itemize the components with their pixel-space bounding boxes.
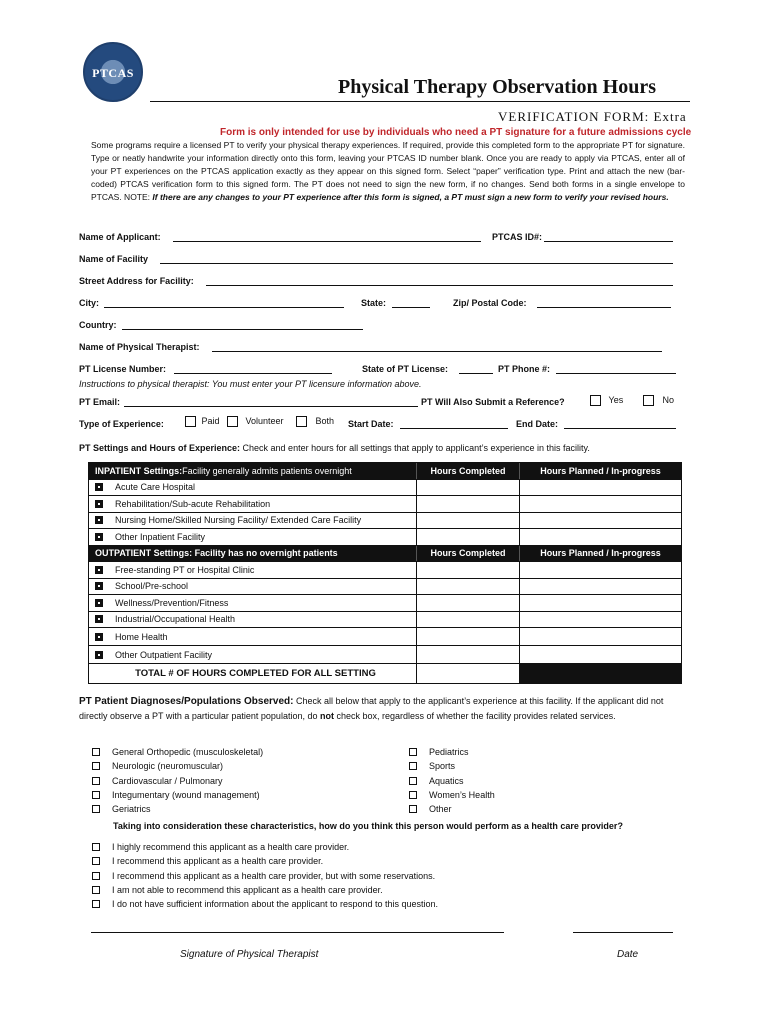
settings-intro xyxy=(79,443,590,453)
setting-label: Free-standing PT or Hospital Clinic xyxy=(115,564,255,575)
setting-checkbox[interactable] xyxy=(95,516,103,524)
setting-checkbox[interactable] xyxy=(95,533,103,541)
diagnosis-label: Neurologic (neuromuscular) xyxy=(112,761,224,772)
inpatient-header-label: INPATIENT Settings: xyxy=(95,465,183,476)
hours-planned-cell[interactable] xyxy=(520,595,681,611)
phone-field[interactable] xyxy=(556,364,676,374)
diagnosis-checkbox[interactable] xyxy=(92,748,100,756)
both-label: Both xyxy=(315,416,335,426)
setting-checkbox[interactable] xyxy=(95,615,103,623)
setting-label: Rehabilitation/Sub-acute Rehabilitation xyxy=(115,498,271,509)
table-row xyxy=(89,595,681,612)
diagnosis-checkbox[interactable] xyxy=(92,762,100,770)
total-label: TOTAL # OF HOURS COMPLETED FOR ALL SETTING xyxy=(89,664,417,683)
setting-checkbox[interactable] xyxy=(95,651,103,659)
list-item[interactable] xyxy=(409,802,495,816)
settings-intro-text: Check and enter hours for all settings that apply to applicant’s experience in this facility. xyxy=(240,443,590,453)
settings-table xyxy=(88,462,682,684)
hours-completed-cell[interactable] xyxy=(417,529,520,545)
table-row xyxy=(89,646,681,664)
applicant-name-field[interactable] xyxy=(173,232,481,242)
diagnosis-checkbox[interactable] xyxy=(409,748,417,756)
title-divider xyxy=(150,101,690,102)
list-item[interactable] xyxy=(92,759,263,773)
hours-planned-cell[interactable] xyxy=(520,579,681,595)
total-hours-cell[interactable] xyxy=(417,664,520,683)
intro-paragraph xyxy=(91,139,685,204)
hours-completed-cell[interactable] xyxy=(417,579,520,595)
recommendation-label: I am not able to recommend this applicant as a health care provider. xyxy=(112,884,383,895)
hours-planned-cell[interactable] xyxy=(520,646,681,663)
table-row xyxy=(89,529,681,546)
reference-no[interactable] xyxy=(643,395,674,406)
inpatient-header-desc: Facility generally admits patients overnight xyxy=(182,465,352,476)
end-date-field[interactable] xyxy=(564,419,676,429)
hours-completed-cell[interactable] xyxy=(417,496,520,512)
diagnoses-right-list xyxy=(409,745,495,816)
list-item[interactable] xyxy=(409,759,495,773)
recommendation-label: I highly recommend this applicant as a health care provider. xyxy=(112,842,350,852)
setting-label: School/Pre-school xyxy=(115,581,189,592)
list-item[interactable] xyxy=(409,745,495,759)
setting-cell xyxy=(89,480,417,496)
signature-label: Signature of Physical Therapist xyxy=(180,949,319,960)
list-item[interactable] xyxy=(92,897,438,911)
setting-label: Acute Care Hospital xyxy=(115,482,196,493)
experience-type-label: Type of Experience: xyxy=(79,419,164,429)
diagnosis-label: Geriatrics xyxy=(112,804,151,815)
therapist-name-label: Name of Physical Therapist: xyxy=(79,342,200,352)
outpatient-header-row xyxy=(89,546,681,563)
signature-line[interactable] xyxy=(91,932,504,933)
diagnosis-checkbox[interactable] xyxy=(92,777,100,785)
setting-cell xyxy=(89,562,417,578)
state-field[interactable] xyxy=(392,298,430,308)
list-item[interactable] xyxy=(92,774,263,788)
hours-completed-cell[interactable] xyxy=(417,480,520,496)
hours-planned-cell[interactable] xyxy=(520,529,681,545)
setting-cell xyxy=(89,579,417,595)
hours-completed-cell[interactable] xyxy=(417,646,520,663)
table-row xyxy=(89,480,681,497)
facility-name-label: Name of Facility xyxy=(79,254,149,264)
list-item[interactable] xyxy=(92,854,438,868)
email-label: PT Email: xyxy=(79,397,121,407)
setting-cell xyxy=(89,595,417,611)
diagnosis-label: Women’s Health xyxy=(429,789,495,800)
ptcas-id-label: PTCAS ID#: xyxy=(492,232,543,242)
setting-checkbox[interactable] xyxy=(95,633,103,641)
zip-label: Zip/ Postal Code: xyxy=(453,298,527,308)
hours-planned-cell[interactable] xyxy=(520,612,681,628)
experience-volunteer[interactable] xyxy=(227,416,284,427)
list-item[interactable] xyxy=(409,774,495,788)
reference-no-label: No xyxy=(662,395,675,405)
setting-label: Nursing Home/Skilled Nursing Facility/ Extended Care Facility xyxy=(115,515,362,526)
setting-checkbox[interactable] xyxy=(95,500,103,508)
table-row xyxy=(89,562,681,579)
diagnosis-checkbox[interactable] xyxy=(92,791,100,799)
recommendation-list xyxy=(92,840,438,911)
inpatient-header xyxy=(89,463,417,479)
ptcas-logo xyxy=(83,42,143,102)
diagnosis-checkbox[interactable] xyxy=(92,805,100,813)
recommendation-label: I recommend this applicant as a health care provider. xyxy=(112,856,324,867)
setting-label: Other Outpatient Facility xyxy=(115,649,213,660)
recommendation-question: Taking into consideration these characteristics, how do you think this person would perform as a health care provider? xyxy=(113,821,623,831)
diagnosis-checkbox[interactable] xyxy=(409,762,417,770)
country-label: Country: xyxy=(79,320,117,330)
table-row xyxy=(89,612,681,629)
setting-cell xyxy=(89,628,417,645)
recommendation-checkbox[interactable] xyxy=(92,872,100,880)
setting-label: Other Inpatient Facility xyxy=(115,531,206,542)
hours-planned-cell[interactable] xyxy=(520,513,681,529)
license-number-field[interactable] xyxy=(174,364,332,374)
hours-completed-cell[interactable] xyxy=(417,628,520,645)
setting-cell xyxy=(89,496,417,512)
reference-yes-checkbox[interactable] xyxy=(590,395,601,406)
diagnosis-label: Cardiovascular / Pulmonary xyxy=(112,775,223,786)
setting-checkbox[interactable] xyxy=(95,566,103,574)
list-item[interactable] xyxy=(409,788,495,802)
list-item[interactable] xyxy=(92,802,263,816)
total-planned-cell-filled xyxy=(520,664,681,683)
setting-label: Industrial/Occupational Health xyxy=(115,614,236,625)
list-item[interactable] xyxy=(92,883,438,897)
settings-intro-heading: PT Settings and Hours of Experience: xyxy=(79,443,241,453)
outpatient-header: OUTPATIENT Settings: Facility has no overnight patients xyxy=(89,546,417,562)
country-field[interactable] xyxy=(122,320,363,330)
hours-completed-cell[interactable] xyxy=(417,612,520,628)
email-field[interactable] xyxy=(124,397,418,407)
intro-emphasis: If there are any changes to your PT experience after this form is signed, a PT must sign a new form to verify your revised hours. xyxy=(152,192,669,202)
setting-checkbox[interactable] xyxy=(95,483,103,491)
city-field[interactable] xyxy=(104,298,344,308)
diagnoses-text-2: check box, regardless of whether the facility provides related services. xyxy=(333,711,616,721)
hours-planned-header: Hours Planned / In-progress xyxy=(540,548,661,559)
hours-planned-cell[interactable] xyxy=(520,562,681,578)
hours-completed-cell[interactable] xyxy=(417,513,520,529)
recommendation-label: I recommend this applicant as a health care provider, but with some reservations. xyxy=(112,870,436,881)
date-label: Date xyxy=(617,949,639,960)
phone-label: PT Phone #: xyxy=(498,364,551,374)
experience-both[interactable] xyxy=(296,416,334,427)
hours-completed-cell[interactable] xyxy=(417,562,520,578)
hours-planned-header: Hours Planned / In-progress xyxy=(540,465,661,476)
form-subtitle: VERIFICATION FORM: Extra xyxy=(498,109,687,124)
street-address-field[interactable] xyxy=(206,276,673,286)
setting-label: Home Health xyxy=(115,631,168,642)
start-date-label: Start Date: xyxy=(348,419,394,429)
license-state-field[interactable] xyxy=(459,364,493,374)
paid-checkbox[interactable] xyxy=(185,416,196,427)
diagnosis-checkbox[interactable] xyxy=(409,805,417,813)
usage-notice: Form is only intended for use by individuals who need a PT signature for a future admissions cycle xyxy=(220,127,692,138)
diagnoses-left-list xyxy=(92,745,263,816)
diagnosis-label: General Orthopedic (musculoskeletal) xyxy=(112,747,264,757)
applicant-name-label: Name of Applicant: xyxy=(79,232,161,242)
table-row xyxy=(89,579,681,596)
setting-cell xyxy=(89,646,417,663)
recommendation-checkbox[interactable] xyxy=(92,900,100,908)
state-label: State: xyxy=(361,298,387,308)
recommendation-checkbox[interactable] xyxy=(92,857,100,865)
setting-cell xyxy=(89,529,417,545)
inpatient-header-row xyxy=(89,463,681,480)
setting-checkbox[interactable] xyxy=(95,582,103,590)
recommendation-checkbox[interactable] xyxy=(92,843,100,851)
date-line[interactable] xyxy=(573,932,673,933)
diagnosis-label: Integumentary (wound management) xyxy=(112,789,260,800)
volunteer-checkbox[interactable] xyxy=(227,416,238,427)
diagnoses-text-1: Check all below that apply to the applicant’s experience at this facility. If the applicant did not directly observe a PT with a particular patient population, do xyxy=(79,696,664,721)
hours-planned-cell[interactable] xyxy=(520,480,681,496)
total-row xyxy=(89,664,681,683)
recommendation-label: I do not have sufficient information about the applicant to respond to this question. xyxy=(112,899,439,910)
setting-cell xyxy=(89,513,417,529)
diagnosis-label: Aquatics xyxy=(429,775,464,786)
reference-no-checkbox[interactable] xyxy=(643,395,654,406)
list-item[interactable] xyxy=(92,869,438,883)
license-number-label: PT License Number: xyxy=(79,364,167,374)
list-item[interactable] xyxy=(92,840,438,854)
zip-field[interactable] xyxy=(537,298,671,308)
form-title: Physical Therapy Observation Hours xyxy=(338,76,656,98)
setting-cell xyxy=(89,612,417,628)
paid-label: Paid xyxy=(201,416,220,426)
recommendation-checkbox[interactable] xyxy=(92,886,100,894)
city-label: City: xyxy=(79,298,99,308)
hours-planned-cell[interactable] xyxy=(520,496,681,512)
both-checkbox[interactable] xyxy=(296,416,307,427)
diagnosis-checkbox[interactable] xyxy=(409,791,417,799)
diagnosis-label: Pediatrics xyxy=(429,747,469,757)
reference-yes[interactable] xyxy=(590,395,623,406)
applicant-name-row xyxy=(79,232,161,242)
volunteer-label: Volunteer xyxy=(245,416,284,426)
hours-completed-header: Hours Completed xyxy=(417,463,520,479)
hours-completed-header: Hours Completed xyxy=(417,546,520,562)
diagnosis-label: Sports xyxy=(429,761,456,772)
diagnosis-checkbox[interactable] xyxy=(409,777,417,785)
instructions-note: Instructions to physical therapist: You must enter your PT licensure information above. xyxy=(79,379,422,389)
table-row xyxy=(89,628,681,646)
setting-label: Wellness/Prevention/Fitness xyxy=(115,597,229,608)
start-date-field[interactable] xyxy=(400,419,508,429)
reference-yes-label: Yes xyxy=(608,395,624,405)
ptcas-id-field[interactable] xyxy=(544,232,673,242)
reference-question: PT Will Also Submit a Reference? xyxy=(421,397,565,407)
logo-text: PTCAS xyxy=(92,66,134,80)
diagnoses-not: not xyxy=(319,711,334,721)
experience-paid[interactable] xyxy=(185,416,220,427)
diagnosis-label: Other xyxy=(429,804,452,815)
table-row xyxy=(89,513,681,530)
table-row xyxy=(89,496,681,513)
end-date-label: End Date: xyxy=(516,419,559,429)
facility-name-field[interactable] xyxy=(160,254,673,264)
diagnoses-heading: PT Patient Diagnoses/Populations Observed: xyxy=(79,696,294,707)
license-state-label: State of PT License: xyxy=(362,364,449,374)
hours-planned-cell[interactable] xyxy=(520,628,681,645)
intro-text: Some programs require a licensed PT to verify your physical therapy experiences. If required, provide this completed form to the appropriate PT for signature. Type or neatly handwrite your information directly onto this form, leaving your PTCAS ID number blank. Once you are ready to apply via PTCAS, enter all of your PT experiences on the PTCAS application exactly as they appear on this signed form. Select “paper” verification type. Print and attach the new (bar-coded) PTCAS verification form to this signed form. The PT does not need to sign the new form, if no changes. Send both forms in a single envelope to PTCAS. NOTE: xyxy=(91,140,685,202)
list-item[interactable] xyxy=(92,745,263,759)
street-address-label: Street Address for Facility: xyxy=(79,276,194,286)
setting-checkbox[interactable] xyxy=(95,599,103,607)
diagnoses-paragraph xyxy=(79,694,679,723)
list-item[interactable] xyxy=(92,788,263,802)
therapist-name-field[interactable] xyxy=(212,342,662,352)
hours-completed-cell[interactable] xyxy=(417,595,520,611)
